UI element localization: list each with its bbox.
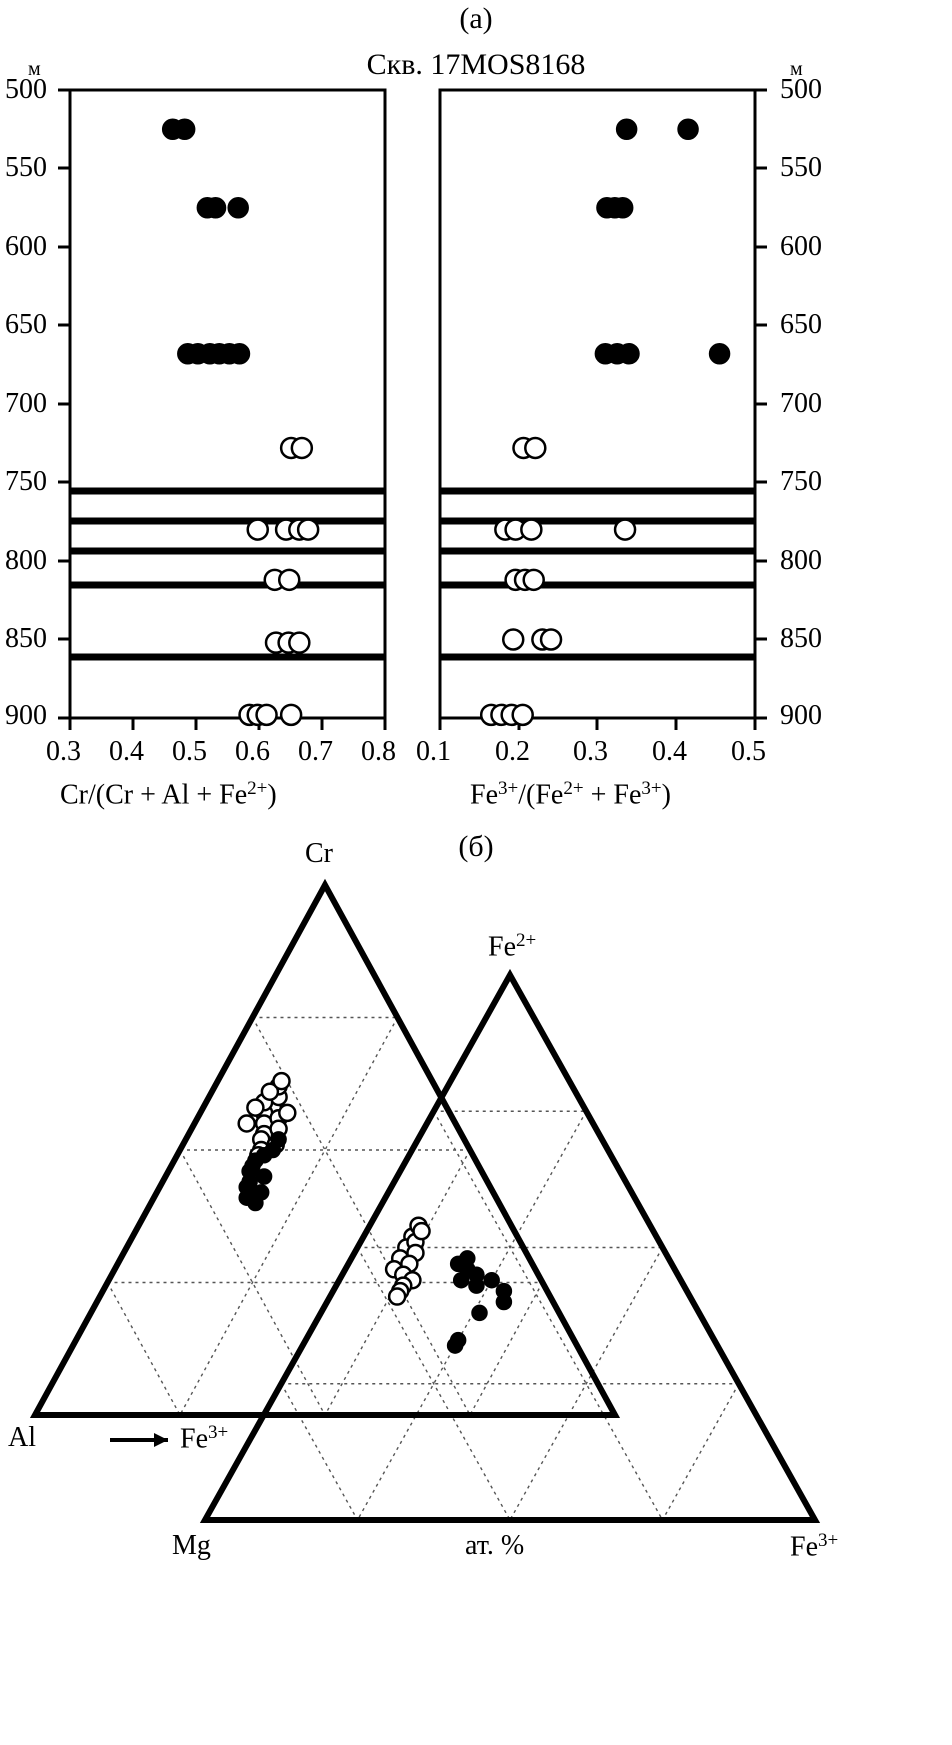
left-ternary-points bbox=[239, 1073, 296, 1210]
panel-b bbox=[0, 830, 952, 1745]
y-tick-right-600: 600 bbox=[780, 231, 822, 262]
right-ternary-points bbox=[386, 1218, 511, 1353]
x-tick-left-4: 0.7 bbox=[298, 736, 333, 767]
right-horizon-bands bbox=[441, 491, 754, 657]
x-tick-right-3: 0.4 bbox=[652, 736, 687, 767]
data-point-open bbox=[279, 1105, 295, 1121]
x-tick-right-4: 0.5 bbox=[731, 736, 766, 767]
left-horizon-bands bbox=[71, 491, 384, 657]
data-point-open bbox=[298, 520, 318, 540]
y-tick-right-850: 850 bbox=[780, 623, 822, 654]
data-point-filled bbox=[448, 1338, 463, 1353]
data-point-filled bbox=[257, 1169, 272, 1184]
arrow-icon bbox=[110, 1433, 168, 1447]
data-point-filled bbox=[175, 119, 195, 139]
vertex-label-fe2: $Fe^{2+}$ bbox=[488, 930, 537, 963]
r6: 3+ bbox=[641, 778, 662, 799]
y-tick-left-600: 600 bbox=[5, 231, 47, 262]
y-tick-left-800: 800 bbox=[5, 545, 47, 576]
grid-line bbox=[434, 1111, 663, 1520]
data-point-filled bbox=[472, 1305, 487, 1320]
data-point-open bbox=[521, 520, 541, 540]
y-tick-left-700: 700 bbox=[5, 388, 47, 419]
left-x-axis-title-part3: ) bbox=[267, 779, 277, 811]
left-data-points bbox=[163, 119, 318, 725]
y-tick-left-850: 850 bbox=[5, 623, 47, 654]
x-tick-left-3: 0.6 bbox=[235, 736, 270, 767]
left-depth-unit: м bbox=[28, 58, 41, 80]
data-point-open bbox=[524, 570, 544, 590]
x-tick-right-0: 0.1 bbox=[416, 736, 451, 767]
y-tick-left-750: 750 bbox=[5, 466, 47, 497]
vertex-label-fe3-right: $Fe^{3+}$ bbox=[790, 1530, 839, 1563]
data-point-open bbox=[503, 630, 523, 650]
vertex-label-fe3-left: $Fe^{3+}$ bbox=[180, 1422, 229, 1455]
y-tick-right-550: 550 bbox=[780, 152, 822, 183]
x-tick-left-1: 0.4 bbox=[109, 736, 144, 767]
right-data-points bbox=[481, 119, 729, 725]
grid-line bbox=[663, 1384, 739, 1520]
left-ternary-outline bbox=[35, 885, 615, 1415]
r5: + Fe bbox=[583, 779, 642, 811]
data-point-open bbox=[541, 630, 561, 650]
y-tick-right-500: 500 bbox=[780, 74, 822, 105]
x-tick-right-1: 0.2 bbox=[495, 736, 530, 767]
data-point-filled bbox=[613, 198, 633, 218]
r7: ) bbox=[661, 779, 671, 811]
right-x-axis-title bbox=[470, 778, 671, 812]
data-point-filled bbox=[254, 1185, 269, 1200]
y-tick-left-550: 550 bbox=[5, 152, 47, 183]
y-tick-left-650: 650 bbox=[5, 309, 47, 340]
right-depth-unit: м bbox=[790, 58, 803, 80]
data-point-filled bbox=[271, 1132, 286, 1147]
data-point-open bbox=[615, 520, 635, 540]
data-point-filled bbox=[469, 1278, 484, 1293]
right-plot-frame bbox=[440, 90, 755, 718]
data-point-filled bbox=[206, 198, 226, 218]
data-point-open bbox=[389, 1289, 405, 1305]
data-point-filled bbox=[228, 198, 248, 218]
data-point-open bbox=[513, 705, 533, 725]
data-point-filled bbox=[496, 1295, 511, 1310]
data-point-filled bbox=[619, 344, 639, 364]
y-tick-right-700: 700 bbox=[780, 388, 822, 419]
data-point-open bbox=[414, 1223, 430, 1239]
data-point-open bbox=[289, 633, 309, 653]
data-point-filled bbox=[678, 119, 698, 139]
right-y-ticks bbox=[755, 90, 767, 718]
left-ternary-grid bbox=[108, 1018, 543, 1416]
chart-title: Скв. 17MOS8168 bbox=[366, 48, 586, 81]
y-tick-right-800: 800 bbox=[780, 545, 822, 576]
panel-a bbox=[0, 0, 952, 830]
panel-b-svg bbox=[0, 830, 952, 1745]
data-point-open bbox=[292, 438, 312, 458]
data-point-open bbox=[257, 705, 277, 725]
data-point-open bbox=[525, 438, 545, 458]
x-tick-right-2: 0.3 bbox=[573, 736, 608, 767]
axis-note-atpercent: ат. % bbox=[465, 1530, 525, 1561]
y-tick-left-900: 900 bbox=[5, 700, 47, 731]
y-tick-right-750: 750 bbox=[780, 466, 822, 497]
vertex-label-cr: Cr bbox=[305, 838, 333, 869]
data-point-filled bbox=[454, 1273, 469, 1288]
left-y-ticks bbox=[58, 90, 70, 718]
panel-a-caption: (а) bbox=[459, 2, 493, 35]
data-point-filled bbox=[484, 1273, 499, 1288]
y-tick-left-500: 500 bbox=[5, 74, 47, 105]
r3: /(Fe bbox=[518, 779, 564, 811]
data-point-filled bbox=[229, 344, 249, 364]
data-point-open bbox=[247, 1100, 263, 1116]
data-point-open bbox=[239, 1116, 255, 1132]
right-ternary-grid bbox=[281, 1111, 739, 1520]
x-tick-left-5: 0.8 bbox=[361, 736, 396, 767]
data-point-open bbox=[279, 570, 299, 590]
panel-b-caption: (б) bbox=[458, 830, 494, 863]
data-point-filled bbox=[617, 119, 637, 139]
left-x-axis-title-sup: 2+ bbox=[247, 778, 268, 799]
left-x-axis-title bbox=[60, 778, 277, 812]
data-point-open bbox=[281, 705, 301, 725]
left-plot-frame bbox=[70, 90, 385, 718]
data-point-open bbox=[274, 1073, 290, 1089]
data-point-filled bbox=[710, 344, 730, 364]
data-point-open bbox=[248, 520, 268, 540]
y-tick-right-650: 650 bbox=[780, 309, 822, 340]
left-x-axis-title-part1: Cr/(Cr + Al + Fe bbox=[60, 779, 248, 811]
vertex-label-al: Al bbox=[8, 1422, 36, 1453]
data-point-filled bbox=[460, 1251, 475, 1266]
r1: Fe bbox=[470, 779, 498, 811]
r2: 3+ bbox=[498, 778, 519, 799]
left-x-ticks bbox=[70, 718, 385, 730]
vertex-label-mg: Mg bbox=[172, 1530, 211, 1561]
x-tick-left-0: 0.3 bbox=[46, 736, 81, 767]
x-tick-left-2: 0.5 bbox=[172, 736, 207, 767]
y-tick-right-900: 900 bbox=[780, 700, 822, 731]
r4: 2+ bbox=[563, 778, 584, 799]
grid-line bbox=[108, 1283, 181, 1416]
